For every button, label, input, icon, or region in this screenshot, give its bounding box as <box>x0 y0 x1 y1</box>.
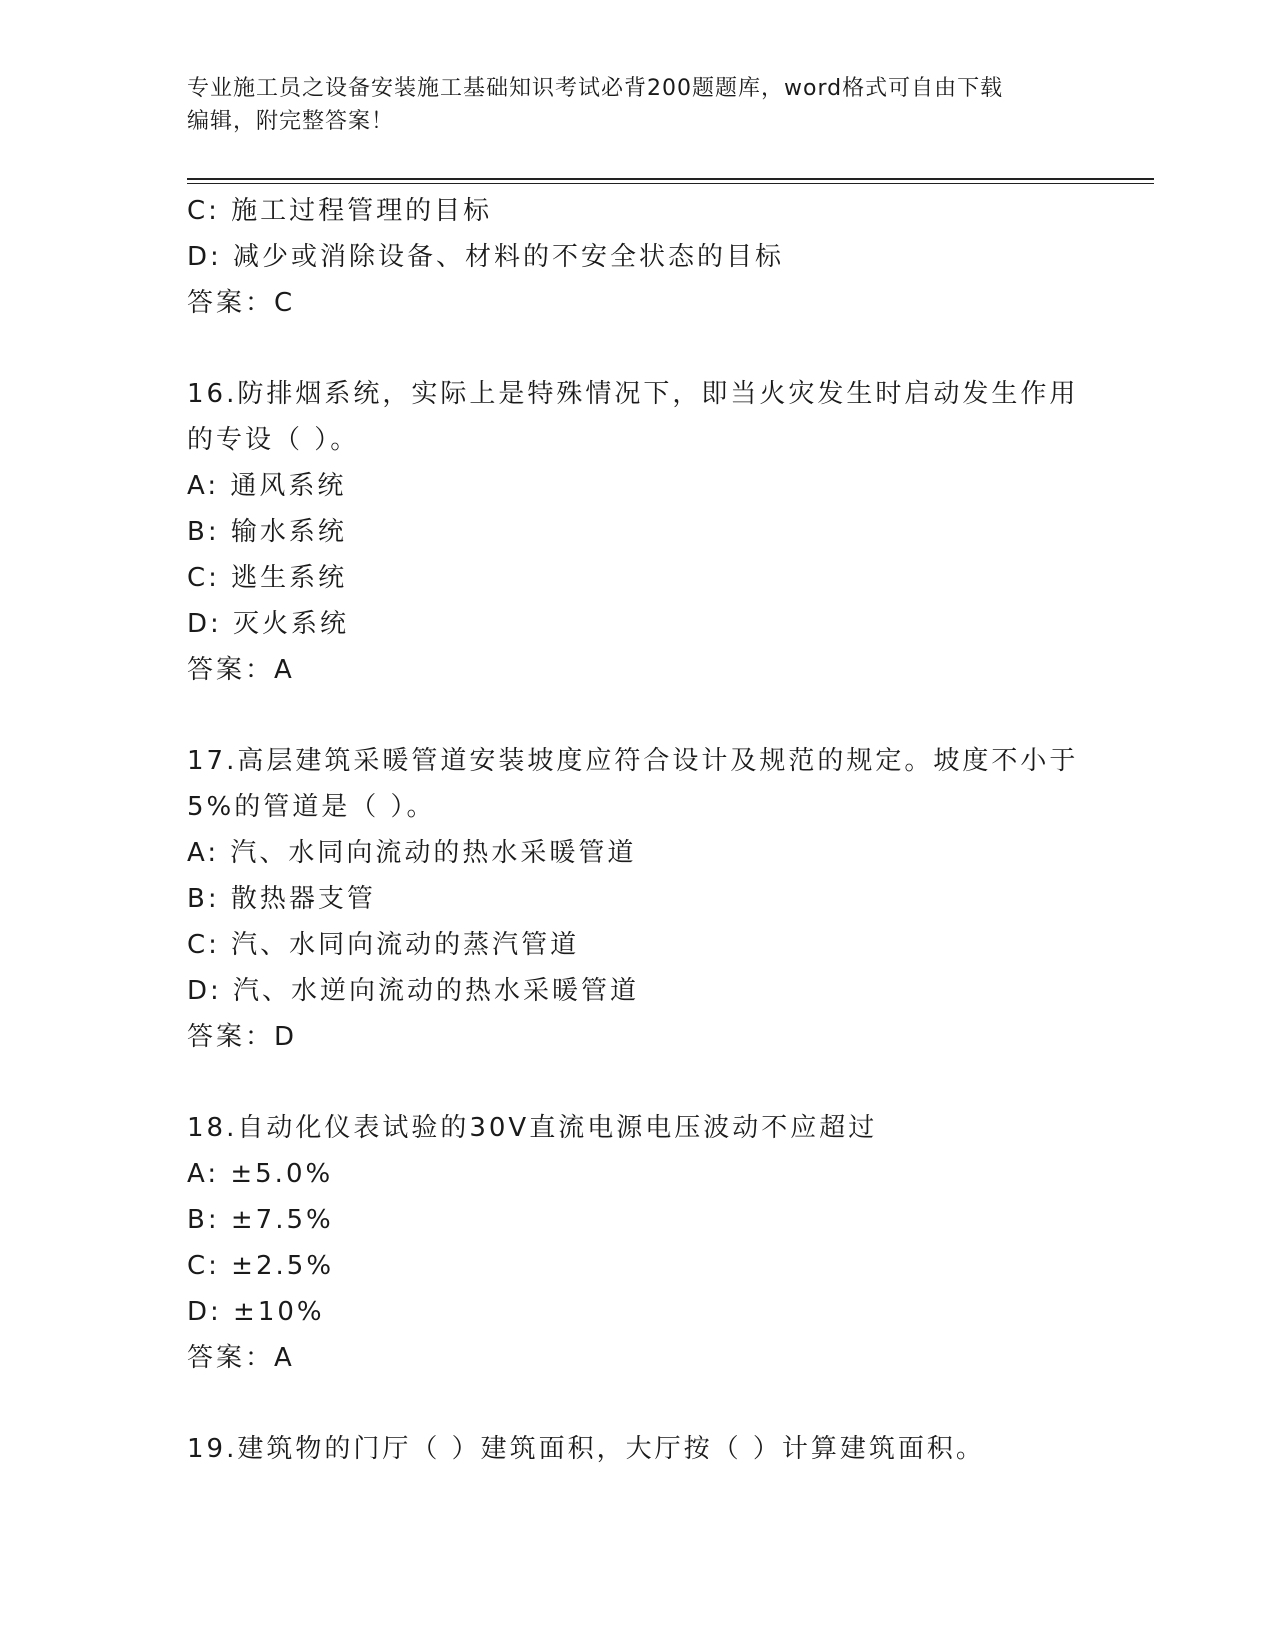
spacer <box>187 1060 1087 1105</box>
option-c: C: ±2.5% <box>187 1251 335 1281</box>
header-line-2: 编辑，附完整答案！ <box>187 109 395 134</box>
question-16 <box>187 371 1087 693</box>
option-a: A: ±5.0% <box>187 1159 334 1189</box>
question-text-continued: 5%的管道是（ ）。 <box>187 792 436 822</box>
question-text-continued: 的专设（ ）。 <box>187 425 360 455</box>
question-content <box>187 188 1087 1472</box>
answer-line: 答案：D <box>187 1022 298 1052</box>
document-header <box>187 72 1087 138</box>
option-c: C: 逃生系统 <box>187 563 348 593</box>
option-b: B: 散热器支管 <box>187 884 376 914</box>
question-17 <box>187 738 1087 1060</box>
option-a: A: 汽、水同向流动的热水采暖管道 <box>187 838 637 868</box>
spacer <box>187 693 1087 738</box>
question-text: 19.建筑物的门厅（ ）建筑面积，大厅按（ ）计算建筑面积。 <box>187 1434 985 1464</box>
question-text: 17.高层建筑采暖管道安装坡度应符合设计及规范的规定。坡度不小于 <box>187 746 1079 776</box>
spacer <box>187 326 1087 371</box>
option-d: D: 灭火系统 <box>187 609 350 639</box>
option-c: C: 汽、水同向流动的蒸汽管道 <box>187 930 580 960</box>
option-d: D: ±10% <box>187 1297 325 1327</box>
header-divider-thin <box>187 183 1154 184</box>
option-a: A: 通风系统 <box>187 471 347 501</box>
option-b: B: 输水系统 <box>187 517 347 547</box>
question-19 <box>187 1426 1087 1472</box>
spacer <box>187 1381 1087 1426</box>
option-c: C: 施工过程管理的目标 <box>187 196 493 226</box>
header-line-1: 专业施工员之设备安装施工基础知识考试必背200题题库，word格式可自由下载 <box>187 76 1004 101</box>
answer-line: 答案：C <box>187 288 296 318</box>
answer-line: 答案：A <box>187 655 295 685</box>
previous-question-tail <box>187 188 1087 326</box>
question-text: 16.防排烟系统，实际上是特殊情况下，即当火灾发生时启动发生作用 <box>187 379 1079 409</box>
question-text: 18.自动化仪表试验的30V直流电源电压波动不应超过 <box>187 1113 878 1143</box>
question-18 <box>187 1105 1087 1381</box>
option-d: D: 汽、水逆向流动的热水采暖管道 <box>187 976 640 1006</box>
option-b: B: ±7.5% <box>187 1205 334 1235</box>
answer-line: 答案：A <box>187 1343 295 1373</box>
option-d: D: 减少或消除设备、材料的不安全状态的目标 <box>187 242 785 272</box>
header-divider-thick <box>187 178 1154 180</box>
